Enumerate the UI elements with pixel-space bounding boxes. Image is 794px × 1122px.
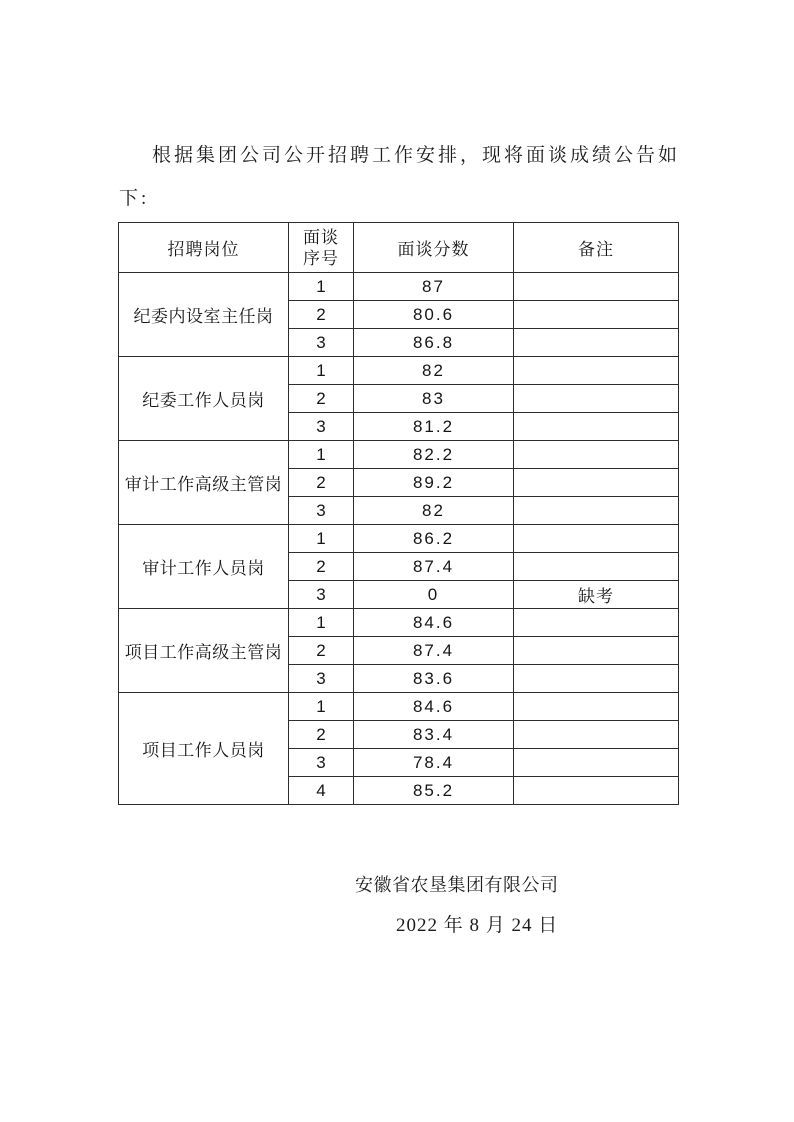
score-cell: 87.4: [354, 553, 514, 581]
score-cell: 83.4: [354, 721, 514, 749]
seq-cell: 3: [289, 413, 354, 441]
position-cell: 审计工作人员岗: [119, 525, 289, 609]
seq-cell: 3: [289, 497, 354, 525]
remark-cell: [514, 497, 679, 525]
intro-line-2: 下:: [119, 188, 150, 209]
seq-cell: 1: [289, 609, 354, 637]
score-cell: 82.2: [354, 441, 514, 469]
score-cell: 84.6: [354, 693, 514, 721]
remark-cell: [514, 329, 679, 357]
header-remark: 备注: [514, 223, 679, 273]
score-cell: 85.2: [354, 777, 514, 805]
remark-cell: 缺考: [514, 581, 679, 609]
interview-score-table: [118, 222, 679, 805]
seq-cell: 2: [289, 637, 354, 665]
position-cell: 项目工作人员岗: [119, 693, 289, 805]
score-cell: 87.4: [354, 637, 514, 665]
seq-cell: 3: [289, 581, 354, 609]
remark-cell: [514, 273, 679, 301]
seq-cell: 4: [289, 777, 354, 805]
remark-cell: [514, 553, 679, 581]
score-cell: 83: [354, 385, 514, 413]
header-position: 招聘岗位: [119, 223, 289, 273]
remark-cell: [514, 637, 679, 665]
score-cell: 81.2: [354, 413, 514, 441]
score-cell: 0: [354, 581, 514, 609]
seq-cell: 2: [289, 301, 354, 329]
seq-cell: 1: [289, 525, 354, 553]
remark-cell: [514, 385, 679, 413]
seq-cell: 3: [289, 749, 354, 777]
header-seq-line-1: 面谈: [303, 227, 339, 247]
score-cell: 89.2: [354, 469, 514, 497]
position-cell: 项目工作高级主管岗: [119, 609, 289, 693]
table-row: [119, 693, 679, 721]
seq-cell: 2: [289, 469, 354, 497]
score-cell: 86.2: [354, 525, 514, 553]
remark-cell: [514, 441, 679, 469]
score-cell: 78.4: [354, 749, 514, 777]
company-name: 安徽省农垦集团有限公司: [355, 875, 559, 895]
table-row: [119, 525, 679, 553]
remark-cell: [514, 721, 679, 749]
intro-line-1: 根据集团公司公开招聘工作安排，现将面谈成绩公告如: [152, 145, 681, 166]
signature-date: 2022 年 8 月 24 日: [396, 915, 559, 936]
remark-cell: [514, 525, 679, 553]
remark-cell: [514, 665, 679, 693]
seq-cell: 2: [289, 385, 354, 413]
remark-cell: [514, 469, 679, 497]
seq-cell: 1: [289, 273, 354, 301]
position-cell: 纪委工作人员岗: [119, 357, 289, 441]
seq-cell: 3: [289, 665, 354, 693]
score-cell: 82: [354, 357, 514, 385]
remark-cell: [514, 609, 679, 637]
remark-cell: [514, 693, 679, 721]
header-interview-seq: [289, 223, 354, 273]
position-cell: 纪委内设室主任岗: [119, 273, 289, 357]
seq-cell: 1: [289, 357, 354, 385]
intro-paragraph: [119, 134, 681, 220]
seq-cell: 1: [289, 693, 354, 721]
remark-cell: [514, 301, 679, 329]
seq-cell: 1: [289, 441, 354, 469]
seq-cell: 2: [289, 553, 354, 581]
table-row: [119, 441, 679, 469]
score-cell: 84.6: [354, 609, 514, 637]
score-cell: 86.8: [354, 329, 514, 357]
table-header-row: [119, 223, 679, 273]
remark-cell: [514, 357, 679, 385]
score-cell: 87: [354, 273, 514, 301]
table-row: [119, 273, 679, 301]
table-row: [119, 609, 679, 637]
table-row: [119, 357, 679, 385]
position-cell: 审计工作高级主管岗: [119, 441, 289, 525]
seq-cell: 3: [289, 329, 354, 357]
seq-cell: 2: [289, 721, 354, 749]
remark-cell: [514, 749, 679, 777]
remark-cell: [514, 777, 679, 805]
header-score: 面谈分数: [354, 223, 514, 273]
score-cell: 83.6: [354, 665, 514, 693]
header-seq-line-2: 序号: [303, 248, 339, 268]
score-table-body: [119, 273, 679, 805]
remark-cell: [514, 413, 679, 441]
score-cell: 80.6: [354, 301, 514, 329]
score-cell: 82: [354, 497, 514, 525]
